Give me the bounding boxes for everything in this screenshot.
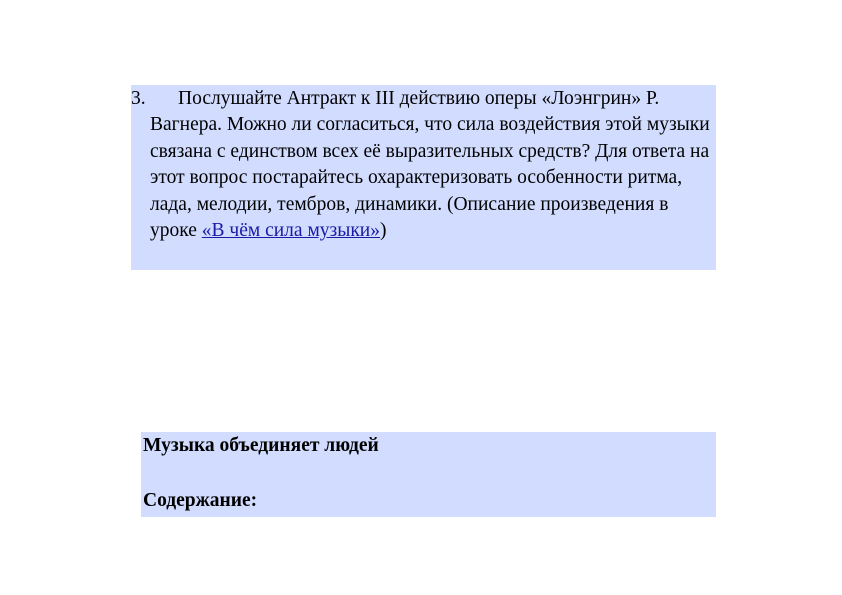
task-text [150,86,716,244]
topic-block [141,432,716,517]
task-text-main: Послушайте Антракт к III действию оперы «Лоэнгрин» Р. Вагнера. Можно ли согласиться, что сила воздействия этой музыки связана с единством всех её выразительных средств? Для ответа на этот вопрос постарайтесь охарактеризовать особенности ритма, лада, мелодии, тембров, динамики. (Описание произведения в уроке [150,88,710,242]
topic-title: Музыка объединяет людей [143,435,379,456]
task-text-closing: ) [380,220,387,242]
lesson-link[interactable]: «В чём сила музыки» [201,220,380,242]
contents-label: Содержание: [143,490,258,511]
task-number: 3. [131,88,146,109]
task-block [131,85,716,270]
